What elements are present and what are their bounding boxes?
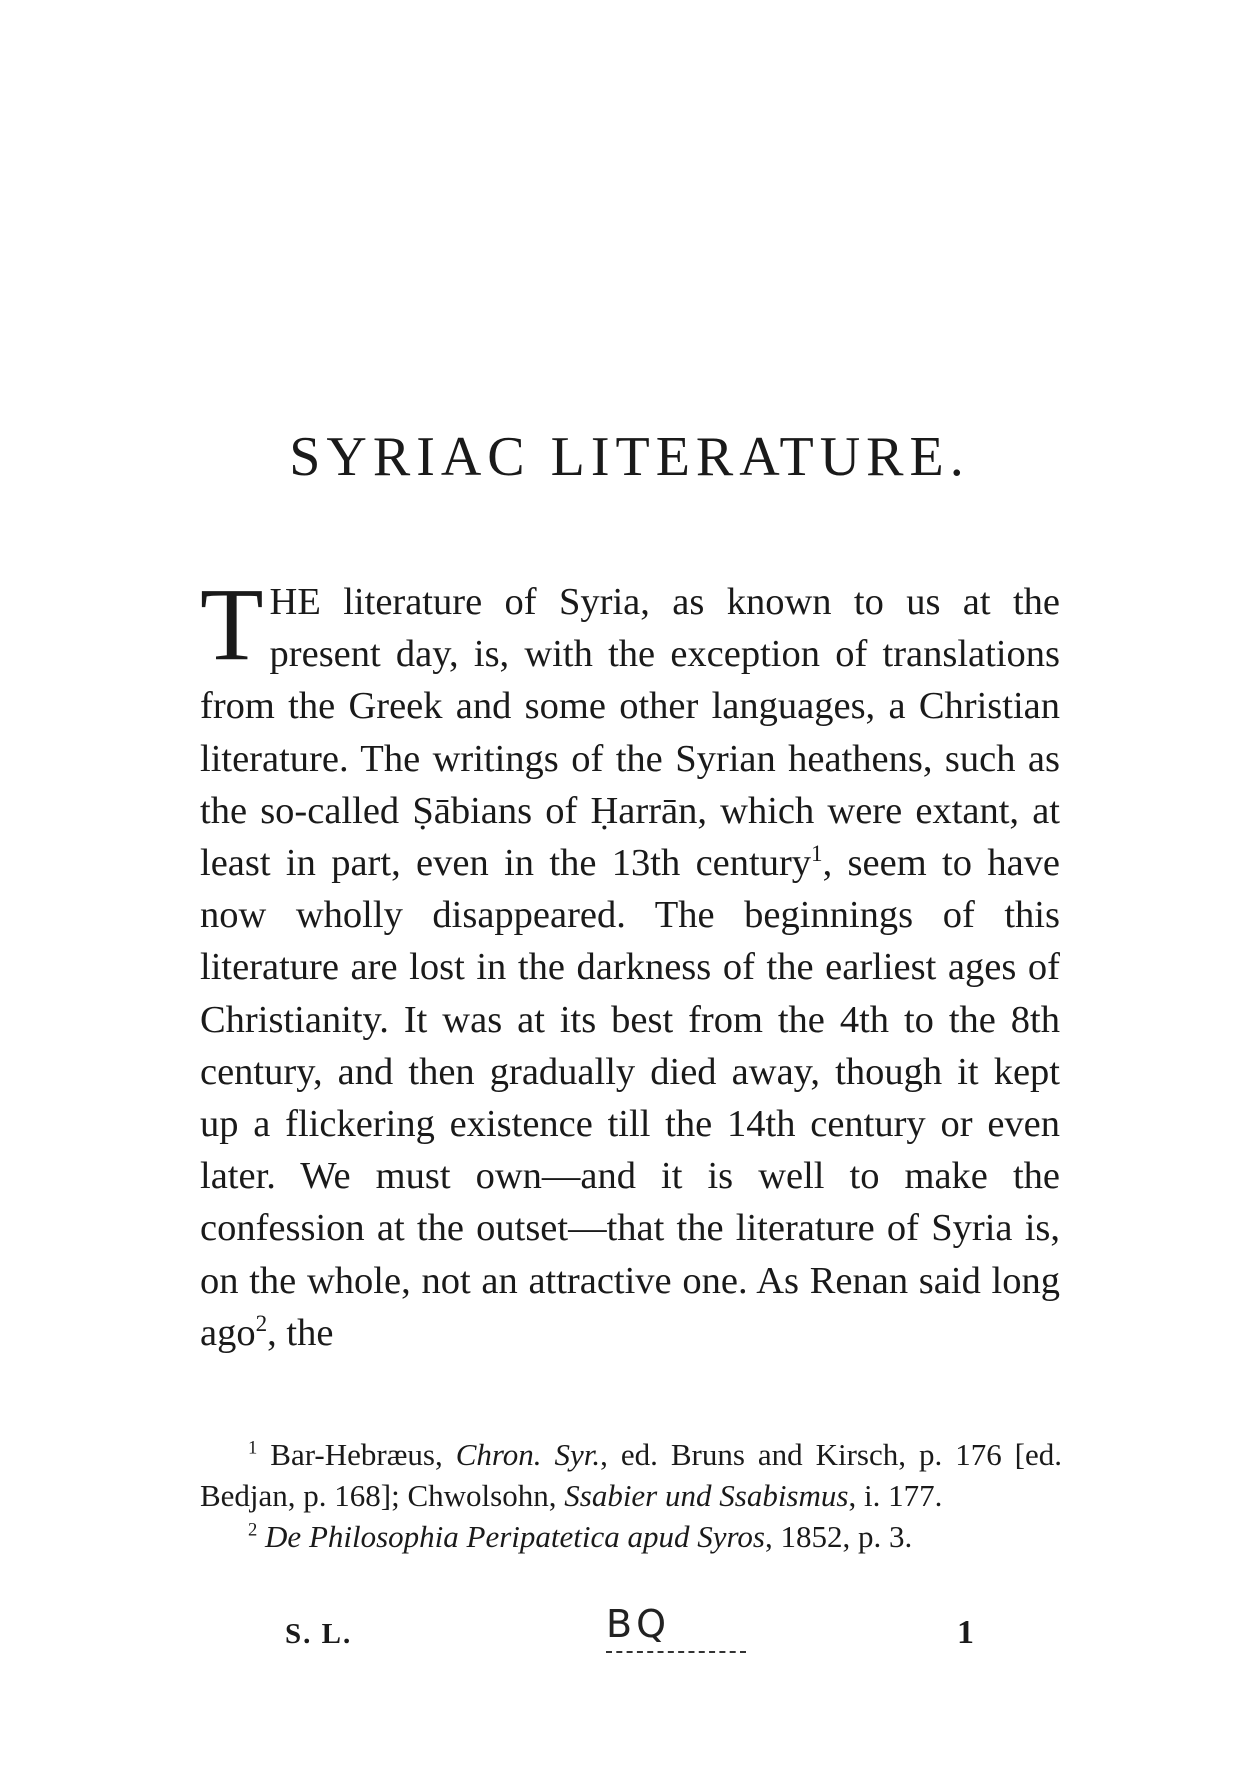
footnote-2-text-a: , 1852, p. 3. [765,1519,913,1554]
body-text-part-1: HE literature of Syria, as known to us at the present day, is, with the exception of translations from the Greek and some other languages, a Christian literature. The writings of the Syrian heathens, such as the so-called Ṣābians of Ḥarrān, which were extant, at least in part, even in the 13th century [200,581,1060,885]
body-text-part-2: , seem to have now wholly disappeared. The beginnings of this literature are lost in the darkness of the earliest ages of Christianity. It was at its best from the 4th to the 8th century, and then gradually died away, though it kept up a flickering existence till the 14th century or even later. We must own—and it is well to make the confession at the outset—that the literature of Syria is, on the whole, not an attractive one. As Renan said long ago [200,842,1061,1354]
body-text-part-3: , the [267,1311,334,1354]
footnote-1-italic-a: Chron. Syr. [455,1437,601,1472]
footnote-1-italic-b: Ssabier und Ssabismus [564,1478,849,1513]
footnote-1-text-b: , ed. Bruns and Kirsch, p. 176 [ed. Bedjan, p. 168]; Chwolsohn, [200,1437,1063,1513]
page-number: 1 [957,1614,974,1651]
drop-cap: T [200,567,264,682]
footnote-2-marker: 2 [248,1519,258,1541]
footnotes [200,1434,1062,1557]
footnote-1 [200,1434,1062,1516]
footnote-ref-1: 1 [811,840,823,867]
chapter-title: SYRIAC LITERATURE. [289,426,970,488]
footnote-1-marker: 1 [248,1437,258,1459]
library-stamp: BQ [606,1602,670,1646]
signature-mark: S. L. [285,1618,353,1650]
stamp-underline [606,1651,746,1657]
footnote-2 [200,1516,1062,1557]
footnote-2-italic-a: De Philosophia Peripatetica apud Syros [265,1519,765,1554]
body-paragraph [200,567,1061,1359]
footnote-1-text-a: Bar-Hebræus, [270,1437,456,1472]
footnote-1-text-c: , i. 177. [848,1478,943,1513]
footnote-ref-2: 2 [255,1310,268,1337]
